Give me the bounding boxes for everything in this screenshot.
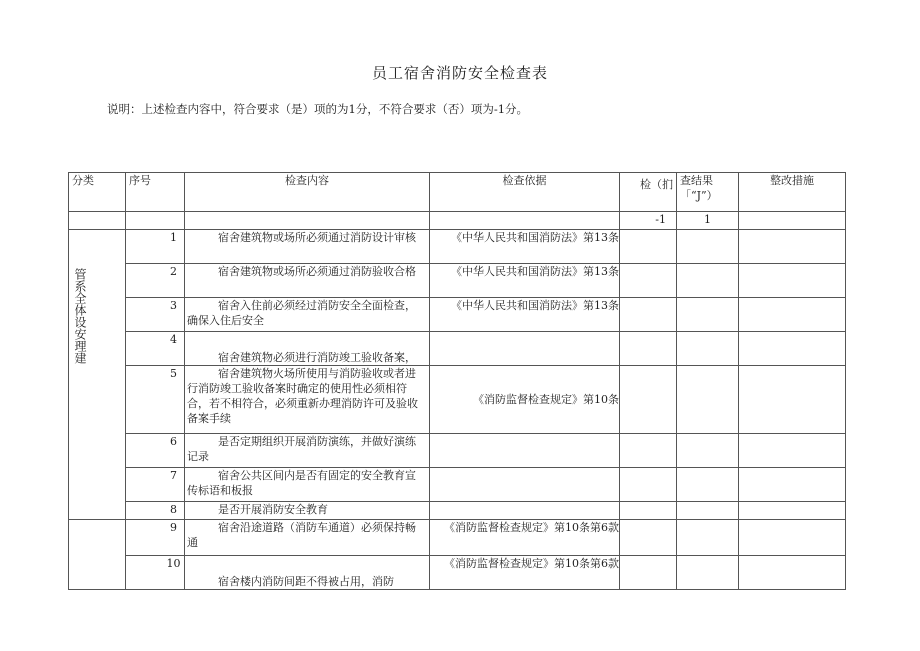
row-basis [430, 468, 620, 502]
table-row [69, 366, 846, 434]
row-basis: 《消防监督检查规定》第10条 [430, 366, 620, 434]
row-content: 宿舍建筑物或场所必须通过消防设计审核 [185, 230, 430, 264]
scoring-note: 说明：上述检查内容中，符合要求（是）项的为1分，不符合要求（否）项为-1分。 [107, 102, 529, 116]
header-row [69, 173, 846, 212]
category-cell [69, 230, 126, 520]
table-row [69, 468, 846, 502]
row-content: 是否定期组织开展消防演练，并做好演练记录 [185, 434, 430, 468]
row-content: 宿舍楼内消防间距不得被占用，消防 [185, 556, 430, 590]
row-num: 7 [126, 468, 185, 502]
row-content: 宿舍建筑物火场所使用与消防验收或者进行消防竣工验收备案时确定的使用性必须相符合，若不相符合，必须重新办理消防许可及验收备案手续 [185, 366, 430, 434]
row-basis [430, 434, 620, 468]
row-basis: 《中华人民共和国消防法》第13条 [430, 230, 620, 264]
row-content: 宿舍公共区间内是否有固定的安全教育宣传标语和板报 [185, 468, 430, 502]
page-title: 员工宿舍消防安全检查表 [371, 64, 548, 82]
score-one: 1 [677, 212, 739, 230]
header-action: 整改措施 [739, 173, 846, 212]
row-content: 宿舍建筑物或场所必须通过消防验收合格 [185, 264, 430, 298]
row-basis [430, 502, 620, 520]
row-num: 2 [126, 264, 185, 298]
category-label: 管系全体设安理建 [73, 268, 87, 364]
row-basis: 《消防监督检查规定》第10条第6款 [430, 520, 620, 556]
header-check-b: 查结果「“J”） [677, 173, 739, 212]
row-num: 3 [126, 298, 185, 332]
table-row [69, 502, 846, 520]
row-num: 9 [126, 520, 185, 556]
subheader-row [69, 212, 846, 230]
header-category: 分类 [69, 173, 126, 212]
header-seq: 序号 [126, 173, 185, 212]
row-basis [430, 332, 620, 366]
row-num: 6 [126, 434, 185, 468]
table-row [69, 434, 846, 468]
table-row [69, 332, 846, 366]
row-basis: 《消防监督检查规定》第10条第6款 [430, 556, 620, 590]
row-basis: 《中华人民共和国消防法》第13条 [430, 264, 620, 298]
table-row [69, 298, 846, 332]
inspection-table [68, 172, 846, 590]
row-basis: 《中华人民共和国消防法》第13条 [430, 298, 620, 332]
table-row [69, 230, 846, 264]
row-content: 是否开展消防安全教育 [185, 502, 430, 520]
row-num: 8 [126, 502, 185, 520]
table-row [69, 556, 846, 590]
category-cell-2 [69, 520, 126, 590]
row-num: 10 [126, 556, 185, 590]
row-content: 宿舍入住前必须经过消防安全全面检查，确保入住后安全 [185, 298, 430, 332]
row-num: 4 [126, 332, 185, 366]
header-content: 检查内容 [185, 173, 430, 212]
row-num: 5 [126, 366, 185, 434]
header-basis: 检查依据 [430, 173, 620, 212]
row-content: 宿舍建筑物必须进行消防竣工验收备案， [185, 332, 430, 366]
table-row [69, 264, 846, 298]
row-content: 宿舍沿途道路（消防车通道）必须保持畅通 [185, 520, 430, 556]
score-minus-one: -1 [620, 212, 677, 230]
row-num: 1 [126, 230, 185, 264]
header-check-a: 检（扪 [620, 173, 677, 212]
table-row [69, 520, 846, 556]
